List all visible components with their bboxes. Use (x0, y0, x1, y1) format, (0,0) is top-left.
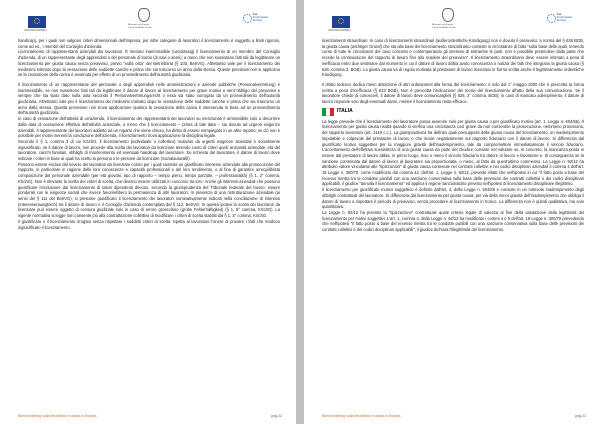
italy-flag-icon (322, 108, 334, 116)
page-gutter (296, 0, 304, 424)
paragraph: In caso di cessazione dell'attività di un'azienda, il licenziamento dei rappresentanti dei lavoratori su menzionati è ammissibile solo a decorrere dalla data di cessazione effettiva dell'attività aziendale, a meno che il licenziamento – prima di tale data – sia dovuto ad urgenti esigenze aziendali. Il rappresentante del lavoratori addetto ad un reparto che viene chiuso, ha diritto di essere reimpiegato in un altro reparto; se ciò non è possibile per motivi inerenti la conduzione dell'azienda, il licenziamento trova applicazione la disciplina legale. (18, 116, 280, 139)
paragraph: Licenziamento di rappresentanti aziendali dei lavoratori. È ritenuto inammissibile (unzulässig) il licenziamento di un membro del Consiglio d'azienda, di un rappresentante degli apprendisti o del personale di bordo (di navi o aerei), a meno che non sussistano fatti tali da legittimare un licenziamento per giusta causa senza preavviso, previo "nulla osta" del Betriebsrat (§ 103, BetrVG). Altrettanto vale per il licenziamento dei medesimi intimato dopo la cessazione delle suddette cariche e prima che sia trascorso un anno dalla stessa. Queste previsioni non si applicano se la cessazione della carica è avvenuta per effetto di un provvedimento dell'autorità giudiziaria. (18, 49, 280, 78)
paragraph: licenziamenti straordinari. In caso di licenziamenti straordinari (außerordentliche Kündigung) non è dovuto il preavviso: a norma del § 626 BGB, la giusta causa (wichtiger Grund) che sta alla base del licenziamento straordinario consiste in circostanze di fatto "sulla base delle quali, tenendo conto di tutte le circostanze del caso concreto e contemperando gli interessi di entrambe le parti, non è possibile pretendere dalla parte che recede la continuazione del rapporto di lavoro fino allo scadere del preavviso". Il licenziamento straordinario deve essere intimato a pena di inefficacia entro due settimane dal momento in cui il datore di lavoro abbia avuto conoscenza o notizia dei fatti che integrano la giusta causa (§ 626, comma 2, BGB). La giusta causa va di regola motivata al prestatore di lavoro licenziato in forma scritta anche il legittimamente ordentliche Kündigung. (322, 38, 584, 78)
paragraph: Il diritto tedesco dedica meno attenzione di altri ordinamenti alla forma del licenziamento: è solo dal 1° maggio 2000 che è prescritta la forma scritta a pena d'inefficacia (§ 623 BGB). Non è prescritta l'indicazione dei motivi del licenziamento all'atto della sua comunicazione. Se il lavoratore chiede di conoscerli, il datore di lavoro deve comunicarglieli (§ 626, 2° comma, BGB); in caso di mancato adempimento, il datore di lavoro risponde solo degli eventuali danni, mentre il licenziamento resta efficace. (322, 81, 584, 105)
fse-logo: fse Fondo Sociale Europeo (547, 10, 575, 30)
logo-bar (322, 4, 590, 34)
paragraph: Possono essere esclusi dal novero dei lavoratori da licenziare coloro per i quali sussista un giustificato interesse aziendale alla prosecuzione del rapporto, in particolare in ragione delle loro conoscenze e capacità professionali e del loro rendimento, o al fine di garantire un'equilibrata composizione del personale aziendale (per età giovani, tipo di rapporto – tempo pieno, tempo parziale, – professionalità) (§ 1, 3° comma, KSchG). Non è rilevante la scelta dei criteri di scelta, che devono essere utilizzati in concorso tra loro. Anche gli interessi aziendali che possono giustificare l'esclusione dal licenziamento di taluni dipendenti devono, secondo la giurisprudenza del Tribunale federale del lavoro, essere ponderati con le esigenze sociali che invece favorirebbero la permanenza di altri lavoratori. In presenza di una ristrutturazione aziendale (ai sensi del § 111 del BetrVG), si presume giustificato il licenziamento dei lavoratori nominativamente indicati nella conciliazione di interessi (Interessenausgleich) tra il datore di lavoro e il Consiglio d'azienda contemplata dal § 112, BetrVG. In questa ipotesi la scelta dei lavoratori da licenziare può essere oggetto di censura giudiziale solo in caso di errore grossolano (grobe Fehlerhaftigkeit) (§ 1, 5° comma, KSchG). La vigente normativa si legge non consente più alla contrattazione collettiva di modificare i criteri di scelta stabiliti dal § 1, 3° comma, KSchG. (18, 161, 280, 219)
eu-caption: UNIONE EUROPEA (24, 29, 47, 32)
logo-bar (18, 4, 286, 34)
page-right (304, 0, 600, 424)
flag-stripe-red (330, 108, 334, 116)
body-text-left (18, 38, 280, 230)
fse-logo: fse Fondo Sociale Europeo (243, 10, 271, 30)
paragraph: La legge prevede che il licenziamento del lavoratore possa avvenire solo per giusta causa o per giustificato motivo (art. 1, Legge n. 604/66). Il licenziamento per giusta causa risulta quando si verifica una circostanza così grave da non consentire la prosecuzione, nemmeno provvisoria, del rapporto lavorativo (art. 2119 c.c.). La giurisprudenza ha definito quali presupposti della giusta causa del licenziamento, un inadempimento imputabile e colpevole del prestatore di lavoro e che incide negativamente sul rapporto fiduciario con il datore di lavoro. Si differenzia dal giustificato motivo soggettivo per la maggiore gravità dell'inadempimento, tale da compromettere immediatamente il vincolo fiduciario. L'accertamento dell'effettiva sussistenza di una giusta causa da parte del Giudice consiste nel valutare se, in concreto, la mancanza posta in essere dal prestatore di lavoro abbia, in primo luogo, leso o meno il vincolo fiduciario tra datore di lavoro e lavoratore e, di conseguenza se la sanzione comminata dal datore di lavoro al lavoratore sia proporzionata, o meno, al fatto da quest'ultimo commesso. La Legge n. 92/12 ha attribuito valore vincolante alle "tipizzazioni" di giusta causa contenute nei contratti collettivi e nei codici disciplinari aziendali il comma 4 dell'art. 18 Legge n. 300/70, come modificato dal comma 42, dell'art. 1, Legge n. 92/12, prevede infatti che nell'ipotesi in cui "il fatto posto a base del recesso rientra tra le condotte punibili con una sanzione conservativa sulla base delle previsioni dei contratti collettivi o dei codici disciplinari applicabili, il giudice "annulla il licenziamento" ed applica il regime sanzionatorio previsto nell'ipotesi di licenziamento disciplinare illegittimo. (322, 118, 584, 187)
body-text-right (322, 38, 584, 233)
page-number: pag.22 (271, 414, 282, 418)
country-name: ITALIA (337, 107, 353, 114)
eu-flag-icon (332, 16, 350, 28)
ministry-emblem-icon (138, 8, 150, 22)
paragraph: Il licenziamento per giustificato motivo soggettivo è definito dall'art. 3, della Legge n. 604/66 e consiste in un notevole inadempimento degli obblighi contrattuali del lavoratore. Si differenzia dal licenziamento per giusta causa, per via della minor gravità dell'inadempimento che obbliga il datore di lavoro a rispettare il periodo di preavviso, senza procedere al licenziamento in tronco. La differenza non è quindi qualitativa, ma solo quantitativa. (322, 187, 584, 210)
ministry-name: Ministero del Lavoro e delle Politiche Sociali (432, 23, 456, 29)
paragraph: Secondo il § 1, comma 3 di cui KSchG, il licenziamento (individuale o collettivo) motivato da urgenti esigenze aziendali è socialmente ingiustificato, se il datore di lavoro, non procede alla scelta dei lavoratori da licenziare tenendo conto di criteri quali: anzianità aziendale, età del lavoratore, carichi familiari, obblighi di mantenimento ed eventuali handicap del lavoratore. Su richiesta del lavoratore, il datore di lavoro deve indicare i criteri in base ai quali ha scelto la persona o le persone da licenziare (Sozialauswahl). (18, 138, 280, 162)
paragraph: Il giustificato o il licenziamento irrogato senza rispettare i suddetti criteri di scelta. Spetta al lavoratore l'onere di provare i fatti che rendono ingiustificato il licenziamento. (18, 218, 280, 230)
paragraph: handicap), per i quali non valgono criteri dimensionali dell'impresa, per altre categorie di lavoratori il licenziamento è soggetto a limiti rigorosi, come ad es., i membri del Consiglio d'azienda. (18, 38, 280, 49)
page-footer (18, 414, 282, 418)
fse-stars-icon (243, 14, 252, 23)
page-number: pag.23 (575, 414, 586, 418)
country-heading (322, 108, 584, 117)
page-footer (322, 414, 586, 418)
fse-stars-icon (547, 14, 556, 23)
eu-flag-icon (28, 16, 46, 28)
footer-title: Benchmarking sulla flessibilità in uscita in Europa (322, 414, 401, 418)
paragraph: La Legge n. 92/12 ha previsto la "tipizzazione" contrattuale quale criterio legale di valenza al fine della valutazione della legittimità del licenziamento per motivi soggettivi. L'art. 1, comma 4, della Legge n. 92/12 ha modificato i commi 4 e 5 dell'art. 18 Legge n. 300/70 prevedendo che nell'ipotesi "il fatto posto a base del recesso rientra tra le condotte punibili con una sanzione conservativa sulla base delle previsioni dei contratti collettivi e dei codici disciplinari applicabili", il giudice dichiara l'illegittimità del licenziamento. (322, 209, 584, 233)
ministry-name: Ministero del Lavoro e delle Politiche Sociali (128, 23, 152, 29)
paragraph: Il licenziamento di un rappresentante del personale o degli apprendisti nelle amministrazioni e aziende pubbliche (Personalvertretung) è inammissibile, se non sussistono fatti tali da legittimare il datore di lavoro al licenziamento per grave motivo e senz'obbligo del preavviso e sempre che sia stato dato nulla osta secondo il Personalvertretungsrecht o essa sia stato surrogato da un provvedimento dell'autorità giudiziaria. Altrettanto vale per il licenziamento dei medesimi intimato dopo la cessazione delle suddette cariche e prima che sia trascorso un anno dalla stessa. Questa previsione non trova applicazione qualora la cessazione della carica è intervenuta in base ad un provvedimento dell'autorità giudiziaria. (18, 81, 280, 116)
page-left (0, 0, 296, 424)
ministry-emblem-icon (442, 8, 454, 22)
eu-caption: UNIONE EUROPEA (328, 29, 351, 32)
footer-title: Benchmarking sulla flessibilità in uscita in Europa (18, 414, 97, 418)
